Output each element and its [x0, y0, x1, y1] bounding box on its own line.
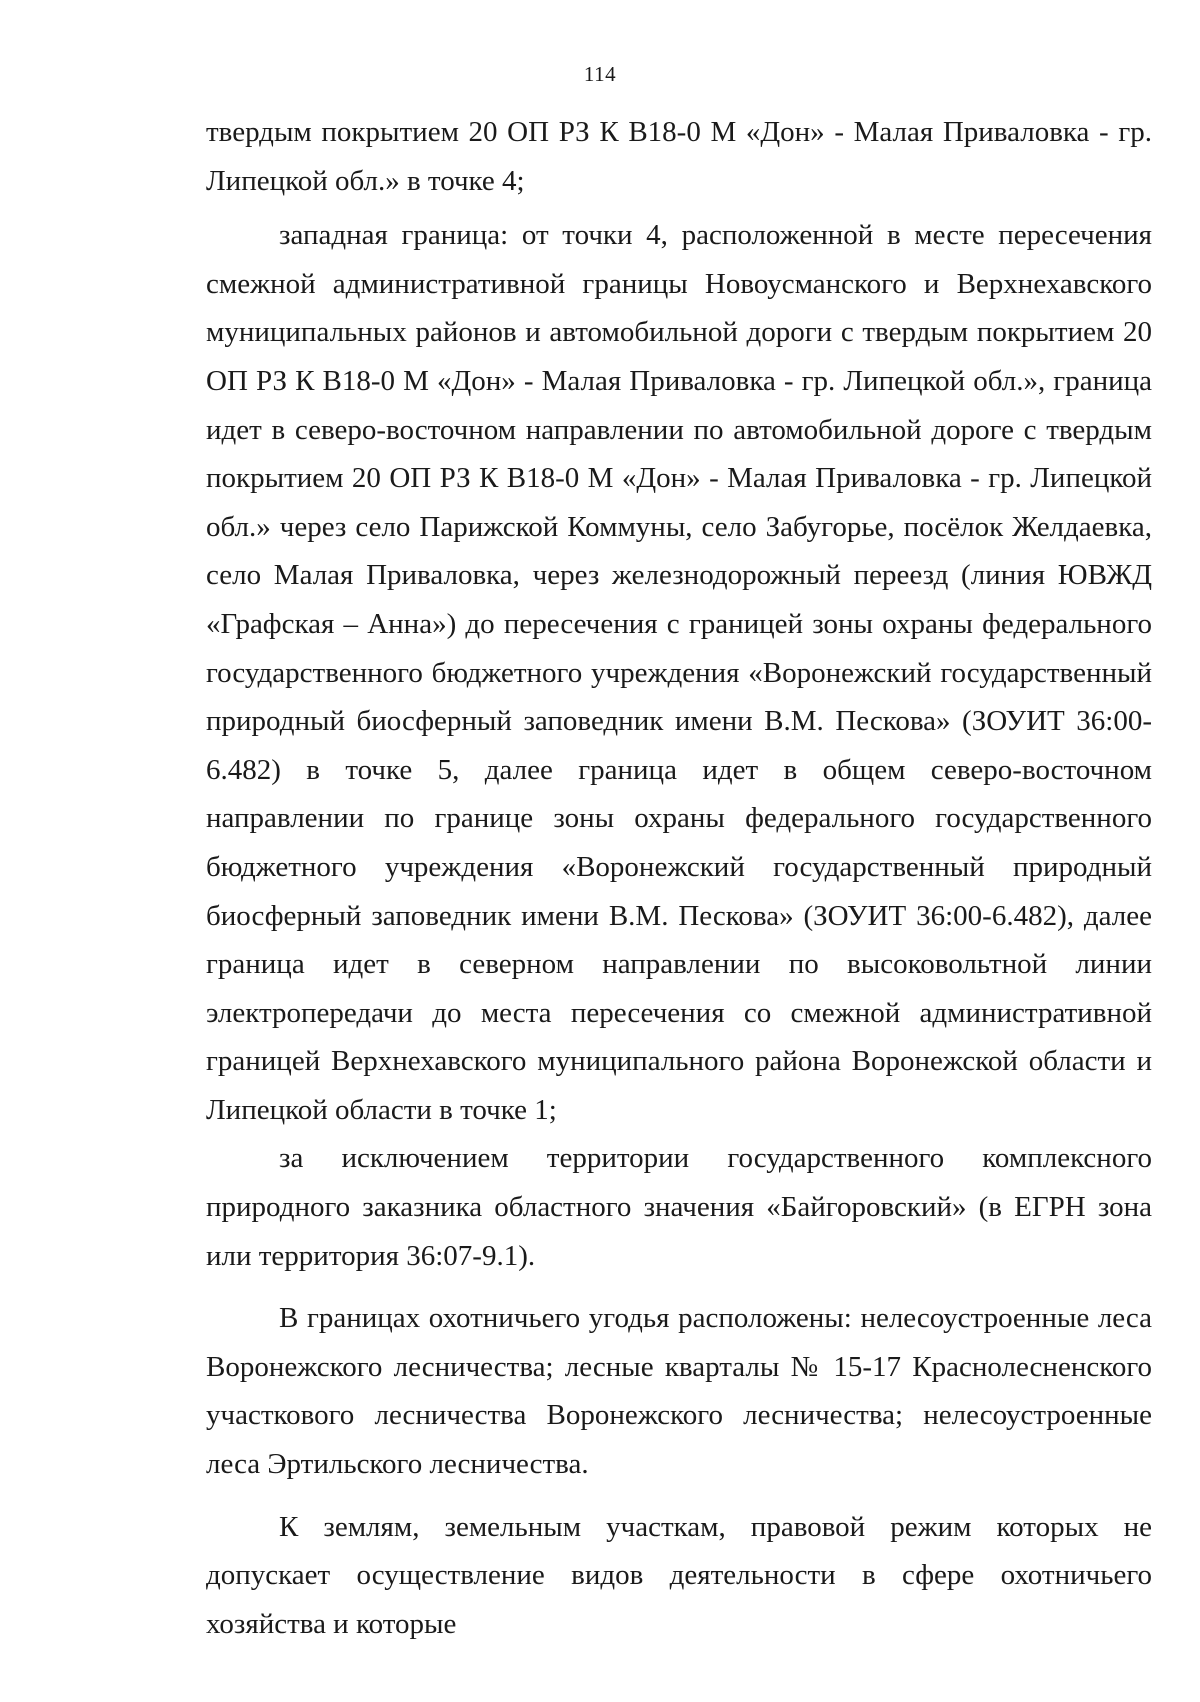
- document-body: [206, 108, 1152, 1648]
- paragraph-lands: К землям, земельным участкам, правовой режим которых не допускает осуществление видов деятельности в сфере охотничьего хозяйства и которые: [206, 1510, 1152, 1640]
- page-number: 114: [583, 62, 617, 86]
- paragraph-forests: В границах охотничьего угодья расположены: нелесоустроенные леса Воронежского лесничества; лесные кварталы № 15-17 Краснолесненского участкового лесничества Воронежского лесничества; нелесоустроенные леса Эртильского лесничества.: [206, 1302, 1152, 1481]
- paragraph-western-border: западная граница: от точки 4, расположенной в месте пересечения смежной административной границы Новоусманского и Верхнехавского муниципальных районов и автомобильной дороги с твердым покрытием 20 ОП РЗ К В18-0 М «Дон» - Малая Приваловка - гр. Липецкой обл.», граница идет в северо-восточном направлении по автомобильной дороге с твердым покрытием 20 ОП РЗ К В18-0 М «Дон» - Малая Приваловка - гр. Липецкой обл.» через село Парижской Коммуны, село Забугорье, посёлок Желдаевка, село Малая Приваловка, через железнодорожный переезд (линия ЮВЖД «Графская – Анна») до пересечения с границей зоны охраны федерального государственного бюджетного учреждения «Воронежский государственный природный биосферный заповедник имени В.М. Пескова» (ЗОУИТ 36:00-6.482) в точке 5, далее граница идет в общем северо-восточном направлении по границе зоны охраны федерального государственного бюджетного учреждения «Воронежский государственный природный биосферный заповедник имени В.М. Пескова» (ЗОУИТ 36:00-6.482), далее граница идет в северном направлении по высоковольтной линии электропередачи до места пересечения со смежной административной границей Верхнехавского муниципального района Воронежской области и Липецкой области в точке 1;: [206, 219, 1152, 1126]
- paragraph-continuation: твердым покрытием 20 ОП РЗ К В18-0 М «Дон» - Малая Приваловка - гр. Липецкой обл.» в точке 4;: [206, 116, 1152, 197]
- paragraph-exclusion: за исключением территории государственного комплексного природного заказника областного значения «Байгоровский» (в ЕГРН зона или территория 36:07-9.1).: [206, 1142, 1152, 1272]
